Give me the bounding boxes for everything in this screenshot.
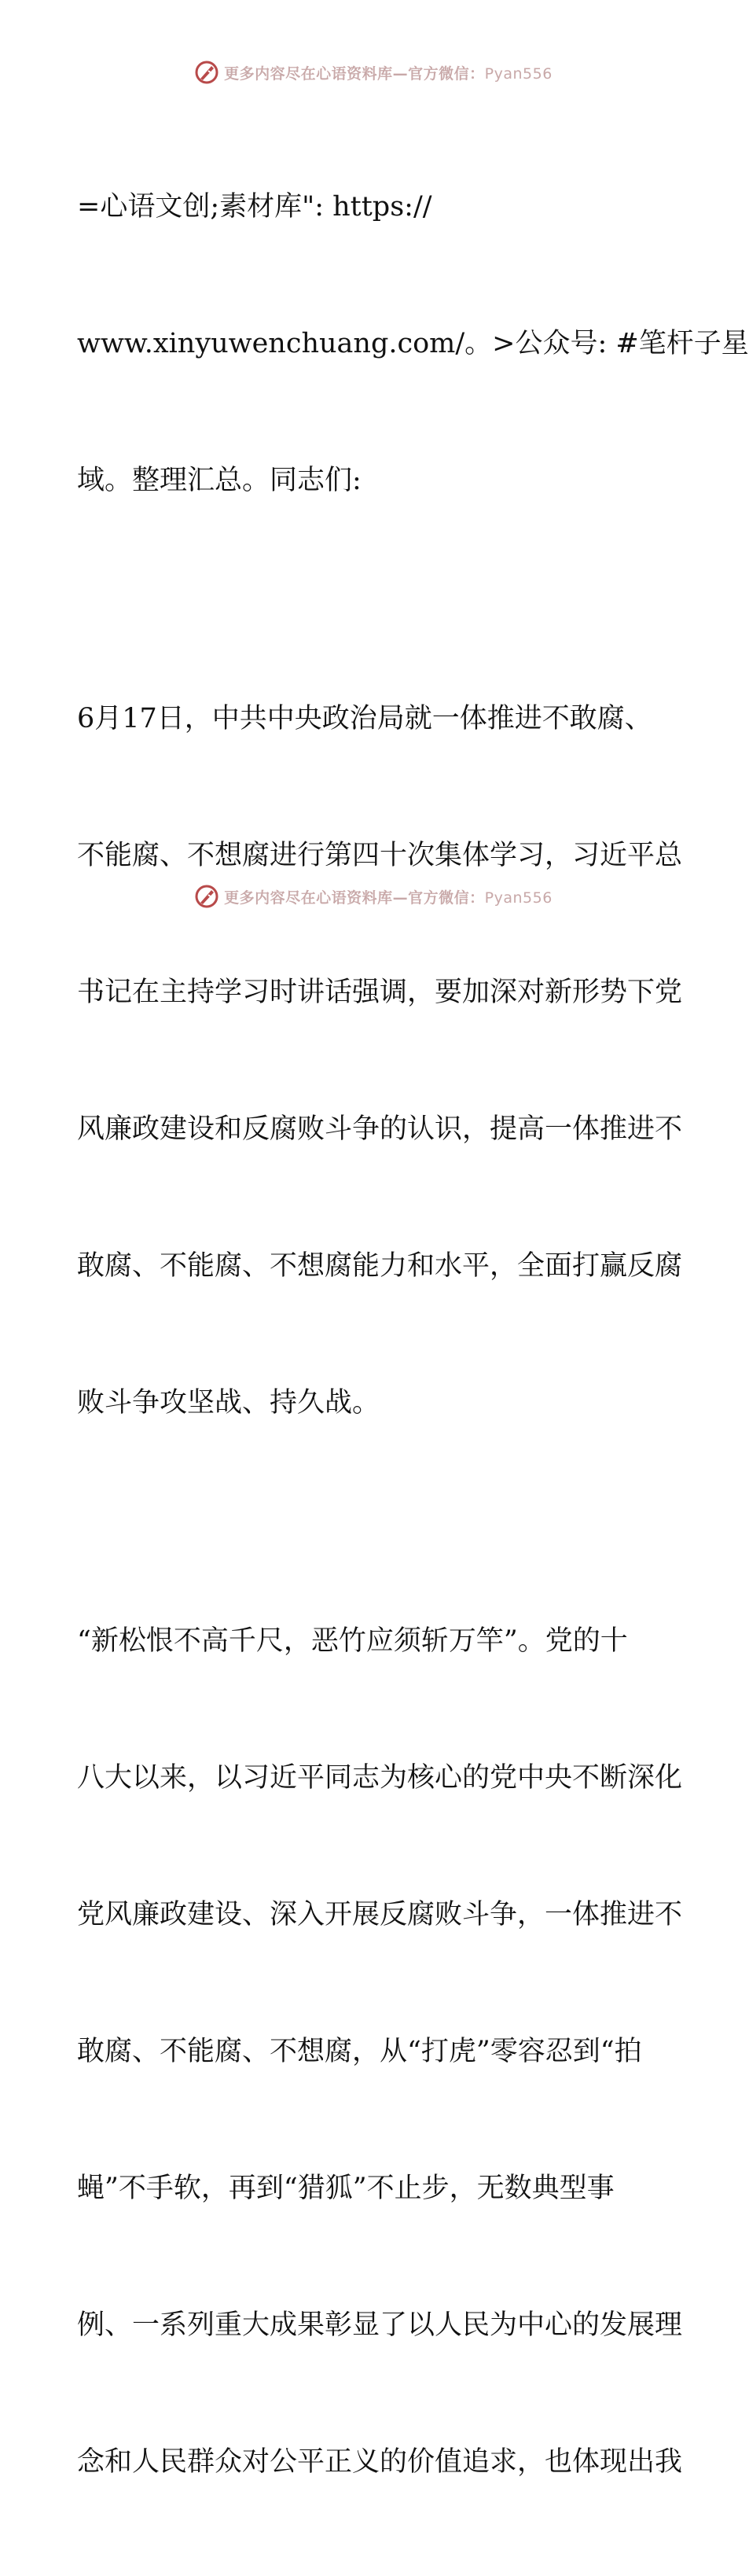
text-line: 念和人民群众对公平正义的价值追求，也体现出我 [77,2446,683,2478]
quill-seal-icon [194,884,219,909]
quill-seal-icon [194,60,219,85]
paragraph-anti-corruption [77,1527,683,2576]
footer-watermark [0,881,747,912]
text-line: 敢腐、不能腐、不想腐能力和水平，全面打赢反腐 [77,1250,683,1282]
text-line: =心语文创;素材库": https:// [77,191,432,223]
text-line: 八大以来，以习近平同志为核心的党中央不断深化 [77,1762,683,1794]
text-line: 败斗争攻坚战、持久战。 [77,1387,380,1419]
paragraph-study-session [77,605,683,1517]
watermark-text: 更多内容尽在心语资料库—官方微信：Pyan556 [224,889,553,907]
text-line: 党风廉政建设、深入开展反腐败斗争，一体推进不 [77,1899,683,1930]
text-line: 不能腐、不想腐进行第四十次集体学习，习近平总 [77,840,683,871]
text-line: 6月17日，中共中央政治局就一体推进不敢腐、 [77,703,652,734]
text-line: 风廉政建设和反腐败斗争的认识，提高一体推进不 [77,1113,683,1145]
text-line: 敢腐、不能腐、不想腐，从“打虎”零容忍到“拍 [77,2036,642,2067]
document-body [77,93,749,2576]
text-line: www.xinyuwenchuang.com/。>公众号: #笔杆子星 [77,328,749,359]
text-line: 蝇”不手软，再到“猎狐”不止步，无数典型事 [77,2173,615,2204]
text-line: 例、一系列重大成果彰显了以人民为中心的发展理 [77,2309,683,2341]
text-line: 域。整理汇总。同志们: [77,465,362,496]
text-line: “新松恨不高千尺，恶竹应须斩万竿”。党的十 [77,1625,628,1657]
header-watermark [0,57,747,88]
paragraph-intro [77,93,749,594]
watermark-text: 更多内容尽在心语资料库—官方微信：Pyan556 [224,64,553,83]
text-line: 书记在主持学习时讲话强调，要加深对新形势下党 [77,977,683,1008]
